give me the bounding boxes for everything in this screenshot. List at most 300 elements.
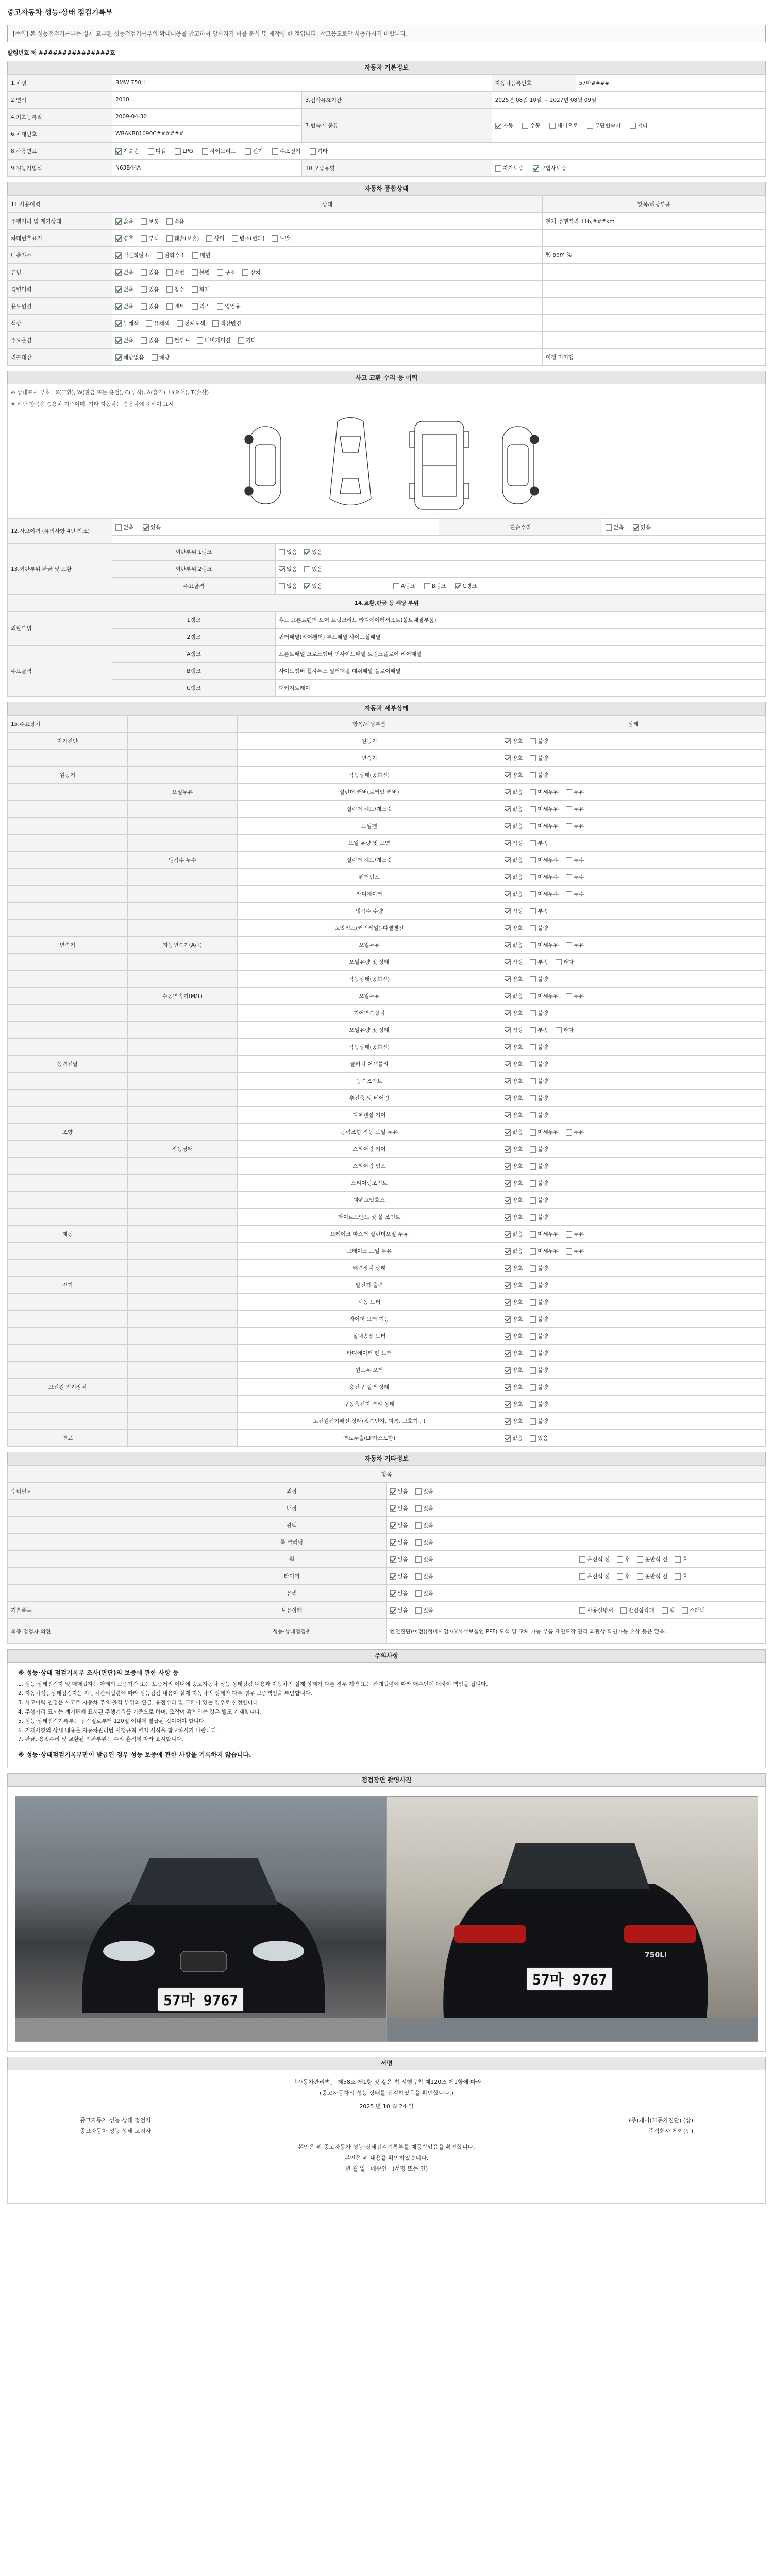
detail-status: [501, 971, 766, 988]
checkbox: [579, 1556, 585, 1563]
detail-status: [501, 852, 766, 869]
checkbox: [115, 303, 122, 310]
detail-group: [8, 1141, 128, 1158]
other-item: 내장: [197, 1500, 386, 1517]
first-reg-label: 4.최초등록일: [8, 109, 112, 126]
detail-status: [501, 1056, 766, 1073]
checkbox: [505, 1180, 511, 1187]
other-row: [8, 1602, 766, 1619]
option-label: 없음: [512, 942, 523, 948]
fuel-label: 8.사용연료: [8, 143, 112, 160]
car-diagram-area: [7, 384, 766, 518]
checkbox: [505, 857, 511, 863]
option-label: 변조(변타): [239, 235, 265, 242]
detail-group: [8, 1345, 128, 1362]
receipt-line2: 본인은 위 내용을 확인하였습니다.: [344, 2155, 429, 2162]
checkbox: [146, 320, 152, 327]
option-label: 미세누수: [537, 857, 559, 863]
checkbox: [115, 320, 122, 327]
detail-table: [7, 715, 766, 1447]
checkbox: [549, 123, 556, 129]
other-group: [8, 1551, 197, 1568]
detail-item: 라디에이터: [238, 886, 501, 903]
detail-sub: [128, 1124, 238, 1141]
detail-row: [8, 818, 766, 835]
checkbox: [530, 1112, 536, 1118]
detail-sub: [128, 1260, 238, 1277]
col-header: 항목/해당부품: [543, 196, 766, 213]
checkbox: [530, 891, 536, 897]
checkbox: [505, 1282, 511, 1289]
detail-status: [501, 733, 766, 750]
checkbox: [415, 1556, 422, 1563]
detail-status: [501, 1277, 766, 1294]
checkbox: [505, 1367, 511, 1374]
checkbox: [530, 1248, 536, 1255]
detail-item: 실린더 커버(로커암 커버): [238, 784, 501, 801]
detail-sub: [128, 733, 238, 750]
option-label: 없음: [397, 1505, 408, 1512]
option-label: 불량: [537, 1010, 548, 1016]
checkbox: [637, 1556, 643, 1563]
checkbox: [115, 148, 122, 155]
checkbox: [115, 269, 122, 276]
detail-row: [8, 920, 766, 937]
option-label: 없음: [512, 806, 523, 812]
checkbox: [530, 993, 536, 999]
detail-item: 배력장치 상태: [238, 1260, 501, 1277]
option-label: 양호: [512, 1146, 523, 1153]
receipt-date: 년 월 일: [345, 2165, 365, 2172]
detail-status: [501, 1175, 766, 1192]
detail-sub: 냉각수 누수: [128, 852, 238, 869]
frame-rank-label: C랭크: [112, 680, 276, 697]
detail-row: [8, 1294, 766, 1311]
cautions-head: ※ 성능·상태 점검기록부 조사(판단)의 보증에 관한 사항 등: [18, 1669, 179, 1676]
checkbox: [390, 1573, 396, 1580]
spacer: [112, 536, 766, 544]
option-label: 양호: [512, 1061, 523, 1067]
checkbox: [505, 1401, 511, 1408]
car-left-side-icon: [245, 427, 281, 504]
checkbox: [415, 1607, 422, 1614]
checkbox: [152, 354, 158, 361]
checkbox: [505, 1316, 511, 1323]
detail-status: [501, 1294, 766, 1311]
option-label: 전기: [253, 148, 263, 155]
rank2-options: [276, 561, 766, 578]
option-label: 훼손(오손): [174, 235, 199, 242]
summary-row-extra: [543, 230, 766, 247]
checkbox: [166, 337, 173, 344]
summary-row-options: [112, 349, 543, 366]
option-label: 불량: [537, 1401, 548, 1408]
detail-row: [8, 1005, 766, 1022]
checkbox: [682, 1607, 688, 1614]
detail-group: [8, 954, 128, 971]
detail-item: 냉각수 수량: [238, 903, 501, 920]
option-label: 없음: [512, 1435, 523, 1442]
outer-rank-label: 2랭크: [112, 629, 276, 646]
frame-rank-label: B랭크: [112, 663, 276, 680]
checkbox: [505, 1248, 511, 1255]
checkbox: [566, 857, 572, 863]
inspector-label: 중고자동차 성능·상태 점검자: [80, 2117, 152, 2124]
checkbox: [579, 1607, 585, 1614]
reg-no-label: 자동차등록번호: [492, 75, 576, 92]
checkbox: [530, 1010, 536, 1016]
detail-status: [501, 1141, 766, 1158]
option-label: 불량: [537, 1112, 548, 1118]
detail-sub: [128, 801, 238, 818]
detail-row: [8, 937, 766, 954]
checkbox: [505, 993, 511, 999]
inspector-name: (주)제이(자동차진단) (상): [629, 2117, 693, 2124]
option-label: 상이: [214, 235, 225, 242]
checkbox: [505, 874, 511, 880]
car-frame-icon: [410, 421, 469, 509]
detail-item: 와이퍼 모터 기능: [238, 1311, 501, 1328]
summary-row-options: [112, 298, 543, 315]
detail-group: 전기: [8, 1277, 128, 1294]
option-label: 없음: [397, 1539, 408, 1546]
detail-row: [8, 903, 766, 920]
checkbox: [505, 1418, 511, 1425]
detail-status: [501, 869, 766, 886]
checkbox: [505, 925, 511, 931]
checkbox: [530, 1401, 536, 1408]
checkbox: [415, 1590, 422, 1597]
checkbox: [530, 874, 536, 880]
option-label: 사용설명서: [587, 1607, 613, 1614]
section-cautions-title: 주의사항: [7, 1649, 766, 1663]
option-label: 없음: [512, 823, 523, 829]
detail-group: [8, 1243, 128, 1260]
checkbox: [166, 218, 173, 225]
option-label: 불량: [537, 1418, 548, 1425]
option-label: 기타: [245, 337, 257, 344]
detail-group: 원동기: [8, 767, 128, 784]
checkbox: [530, 1197, 536, 1204]
option-label: 양호: [512, 1078, 523, 1084]
option-label: 미세누수: [537, 891, 559, 897]
checkbox: [115, 524, 122, 531]
option-label: 있음: [148, 269, 159, 276]
other-group: 기본품목: [8, 1602, 197, 1619]
other-side: [576, 1500, 766, 1517]
checkbox: [279, 566, 285, 572]
option-label: 미세누유: [537, 1231, 559, 1238]
detail-row: [8, 750, 766, 767]
option-label: 양호: [512, 1197, 523, 1204]
option-label: 불량: [537, 1265, 548, 1272]
other-side: [576, 1585, 766, 1602]
detail-status: [501, 750, 766, 767]
option-label: 없음: [123, 337, 134, 344]
summary-row-extra: [543, 264, 766, 281]
other-rows: [8, 1483, 766, 1619]
other-side: [576, 1551, 766, 1568]
warranty-options: [492, 160, 765, 177]
other-group: 수리필요: [8, 1483, 197, 1500]
cautions-footer: ※ 성능·상태점검기록부만이 발급된 경우 성능 보증에 관한 사항을 기록하지 않습니다.: [18, 1751, 251, 1759]
detail-item: 오일누유: [238, 988, 501, 1005]
frameA-parts: 프론트패널 크로스멤버 인사이드패널 트렁크플로어 리어패널: [276, 646, 766, 663]
checkbox: [505, 789, 511, 795]
option-label: 없음: [397, 1607, 408, 1614]
detail-group: [8, 1073, 128, 1090]
checkbox: [505, 959, 511, 965]
other-group: [8, 1568, 197, 1585]
option-label: 동반석 전: [645, 1556, 668, 1563]
summary-row: [8, 247, 766, 264]
other-row: [8, 1585, 766, 1602]
checkbox: [505, 1078, 511, 1084]
car-right-side-icon: [502, 427, 539, 504]
checkbox: [530, 1180, 536, 1187]
summary-row-options: [112, 332, 543, 349]
detail-row: [8, 1430, 766, 1447]
detail-sub: [128, 1379, 238, 1396]
other-item: 보유상태: [197, 1602, 386, 1619]
other-group: [8, 1585, 197, 1602]
option-label: 유채색: [154, 320, 170, 327]
detail-item: 파워고압호스: [238, 1192, 501, 1209]
detail-sub: [128, 1073, 238, 1090]
detail-group: [8, 835, 128, 852]
detail-row: [8, 869, 766, 886]
detail-item: 실린더 헤드/개스킷: [238, 852, 501, 869]
caution-line: 4. 주행거리 표시는 계기판에 표시된 주행거리를 기준으로 하며, 조작이 확인되는 경우 별도 기재합니다.: [18, 1708, 262, 1715]
detail-item: 오일누유: [238, 937, 501, 954]
option-label: 일산화탄소: [123, 252, 149, 259]
summary-row-label: 주행거리 및 계기상태: [8, 213, 112, 230]
option-label: 탄화수소: [164, 252, 186, 259]
checkbox: [175, 148, 181, 155]
caution-line: 3. 사고이력 인정은 사고로 자동차 주요 골격 부위의 판금, 용접수리 및 교환이 있는 경우로 한정합니다.: [18, 1700, 260, 1706]
detail-status: [501, 937, 766, 954]
detail-item: 시동 모터: [238, 1294, 501, 1311]
checkbox: [505, 976, 511, 982]
checkbox: [505, 1027, 511, 1033]
option-label: 미세누유: [537, 1248, 559, 1255]
detail-row: [8, 1022, 766, 1039]
checkbox: [390, 1522, 396, 1529]
checkbox: [115, 286, 122, 293]
checkbox: [206, 235, 212, 242]
checkbox: [530, 1384, 536, 1391]
detail-status: [501, 801, 766, 818]
option-label: 미세누유: [537, 942, 559, 948]
checkbox: [505, 1231, 511, 1238]
detail-item: 스티어링 펌프: [238, 1158, 501, 1175]
year: 2010: [112, 92, 302, 109]
rank1-label: 외판부위 1랭크: [112, 544, 276, 561]
option-label: 수동: [530, 123, 541, 129]
checkbox: [530, 925, 536, 931]
option-label: 불량: [537, 1095, 548, 1101]
summary-row-label: 색상: [8, 315, 112, 332]
section-summary-title: 자동차 종합상태: [7, 182, 766, 195]
checkbox: [304, 549, 310, 555]
sub-section-label: 14.교환,판금 등 해당 부위: [8, 595, 766, 612]
option-label: 누수: [573, 874, 584, 880]
detail-row: [8, 1396, 766, 1413]
detail-row: [8, 1158, 766, 1175]
option-label: 자동: [502, 123, 513, 129]
option-label: 불량: [537, 1180, 548, 1187]
validity-label: 3.검사유효기간: [302, 92, 492, 109]
checkbox: [390, 1590, 396, 1597]
option-label: 양호: [512, 925, 523, 931]
checkbox: [530, 1078, 536, 1084]
option-label: 없음: [397, 1522, 408, 1529]
buyer-sign: (서명 또는 인): [392, 2165, 428, 2172]
option-label: 색상변경: [220, 320, 242, 327]
checkbox: [217, 269, 223, 276]
detail-group: [8, 1090, 128, 1107]
option-label: 양호: [512, 1180, 523, 1187]
checkbox: [530, 772, 536, 778]
detail-status: [501, 1311, 766, 1328]
summary-row-options: [112, 315, 543, 332]
detail-status: [501, 1209, 766, 1226]
checkbox: [217, 303, 223, 310]
checkbox: [530, 806, 536, 812]
checkbox: [587, 123, 593, 129]
detail-group: [8, 784, 128, 801]
checkbox: [279, 549, 285, 555]
option-label: 누유: [573, 1248, 584, 1255]
detail-row: [8, 1073, 766, 1090]
detail-sub: [128, 971, 238, 988]
detail-row: [8, 733, 766, 750]
checkbox: [566, 891, 572, 897]
checkbox: [505, 738, 511, 744]
checkbox: [530, 1044, 536, 1050]
option-label: 불량: [537, 1163, 548, 1170]
option-label: 있음: [148, 337, 159, 344]
option-label: 세미오토: [557, 123, 578, 129]
other-side: [576, 1602, 766, 1619]
option-label: 불량: [537, 976, 548, 982]
detail-group: [8, 1175, 128, 1192]
option-label: 불법: [199, 269, 210, 276]
summary-row-options: [112, 247, 543, 264]
option-label: 누유: [573, 789, 584, 795]
option-label: 양호: [512, 1350, 523, 1357]
rank1-options: [276, 544, 766, 561]
section-detail-title: 자동차 세부상태: [7, 702, 766, 715]
summary-row: [8, 281, 766, 298]
col-header-blank: [128, 716, 238, 733]
detail-item: 오일유량 및 상태: [238, 954, 501, 971]
frameC-parts: 패키지트레이: [276, 680, 766, 697]
sign-line1: 「자동차관리법」 제58조 제1항 및 같은 법 시행규칙 제120조 제1항에 따라: [291, 2078, 482, 2086]
summary-row: [8, 332, 766, 349]
checkbox: [566, 1248, 572, 1255]
detail-item: 작동상태(공회전): [238, 767, 501, 784]
option-label: 없음: [123, 524, 134, 531]
opinion-label: 최종 점검자 의견: [8, 1619, 197, 1644]
other-item: 휠: [197, 1551, 386, 1568]
col-header: 상태: [501, 716, 766, 733]
option-label: 누수: [573, 857, 584, 863]
option-label: 누유: [573, 1231, 584, 1238]
detail-item: 작동상태(공회전): [238, 1039, 501, 1056]
detail-item: 브레이크 마스터 실린더오일 누유: [238, 1226, 501, 1243]
checkbox: [530, 840, 536, 846]
detail-status: [501, 1226, 766, 1243]
detail-sub: [128, 1243, 238, 1260]
inspection-document: [7, 4, 766, 2204]
summary-row-extra: 이행 미이행: [543, 349, 766, 366]
summary-row-label: 배출가스: [8, 247, 112, 264]
rear-car-illustration: [387, 1797, 758, 2041]
other-row: [8, 1551, 766, 1568]
sign-line2: (중고자동차의 성능·상태를 점검하였음을 확인합니다.): [320, 2089, 453, 2096]
legend-text-2: ※ 하단 항목은 승용차 기준이며, 기타 자동차는 승용차에 준하여 표시: [11, 401, 174, 408]
other-options: [386, 1534, 576, 1551]
detail-status: [501, 1396, 766, 1413]
summary-row-options: [112, 230, 543, 247]
detail-row: [8, 835, 766, 852]
checkbox: [272, 235, 278, 242]
detail-item: 고압펌프(커먼레일)-디젤엔진: [238, 920, 501, 937]
checkbox: [505, 1435, 511, 1442]
checkbox: [505, 1214, 511, 1221]
option-label: 있음: [423, 1522, 434, 1529]
checkbox: [566, 1231, 572, 1238]
checkbox: [505, 908, 511, 914]
checkbox: [530, 959, 536, 965]
option-label: 누유: [573, 942, 584, 948]
option-label: 양호: [512, 1112, 523, 1118]
detail-sub: [128, 1090, 238, 1107]
checkbox: [530, 1027, 536, 1033]
checkbox: [530, 1214, 536, 1221]
option-label: C랭크: [462, 583, 477, 589]
checkbox: [633, 524, 639, 531]
option-label: 없음: [512, 857, 523, 863]
detail-status: [501, 1413, 766, 1430]
option-label: 양호: [512, 976, 523, 982]
checkbox: [530, 1061, 536, 1067]
opinion-sub: 성능·상태점검원: [197, 1619, 386, 1644]
option-label: 있음: [148, 303, 159, 310]
detail-status: [501, 767, 766, 784]
checkbox: [141, 218, 147, 225]
option-label: B랭크: [431, 583, 446, 589]
checkbox: [245, 148, 251, 155]
detail-group: [8, 1294, 128, 1311]
detail-item: 오일 유량 및 오염: [238, 835, 501, 852]
option-label: 양호: [512, 1265, 523, 1272]
car-name-label: 1.차명: [8, 75, 112, 92]
checkbox: [141, 337, 147, 344]
detail-sub: [128, 1209, 238, 1226]
checkbox: [115, 252, 122, 259]
checkbox: [530, 823, 536, 829]
detail-status: [501, 1158, 766, 1175]
other-item: 외장: [197, 1483, 386, 1500]
trans-options: [492, 109, 765, 143]
option-label: 불량: [537, 1044, 548, 1050]
option-label: 누유: [573, 993, 584, 999]
section-photos-title: 점검장면 촬영사진: [7, 1773, 766, 1787]
other-side: [576, 1483, 766, 1500]
checkbox: [533, 165, 539, 172]
